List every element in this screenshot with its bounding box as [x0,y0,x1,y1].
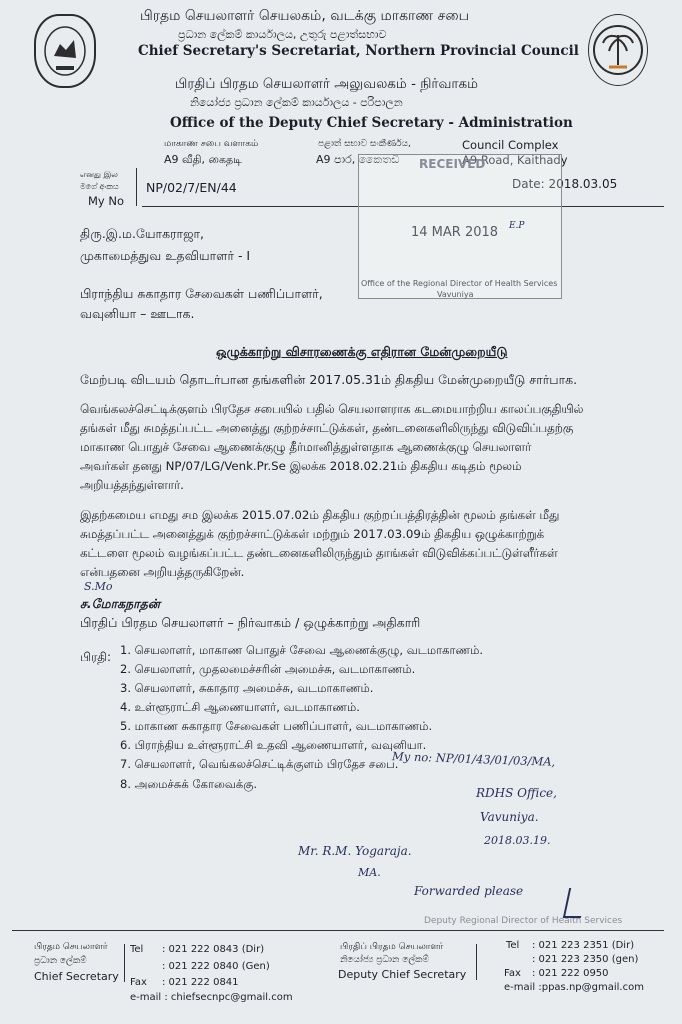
footer-divider [12,930,664,931]
lion-emblem-icon [36,16,94,86]
header-english-title: Chief Secretary's Secretariat, Northern Provincial Council [138,43,579,59]
body-paragraph-3-line-4: என்பதனை அறியத்தருகிறேன். [80,565,245,579]
footer-left-tamil: பிரதம செயலாளர் [34,942,108,952]
subject-line: ஒழுக்காற்று விசாரணைக்கு எதிரான மேன்முறையீடு [216,344,508,359]
handwritten-addressee: Mr. R.M. Yogaraja. [298,844,412,858]
copy-item-2: 2. செயலாளர், முதலமைச்சரின் அமைச்சு, வடமாகாணம். [120,662,416,676]
footer-right-tel-2: : 021 223 2350 (gen) [532,954,639,965]
body-paragraph-1: மேற்படி விடயம் தொடர்பான தங்களின் 2017.05.31ம் திகதிய மேன்முறையீடு சார்பாக. [80,372,578,387]
signatory-title: பிரதிப் பிரதம செயலாளர் – நிர்வாகம் / ஒழுக்காற்று அதிகாரி [80,615,421,630]
addressee-role: முகாமைத்துவ உதவியாளர் - I [80,248,251,263]
body-paragraph-3-line-3: கட்டளை மூலம் வழங்கப்பட்ட தண்டனைகளிலிருந்தும் தாங்கள் விடுவிக்கப்பட்டுள்ளீர்கள் [80,546,558,560]
office-tamil-title: பிரதிப் பிரதம செயலாளர் அலுவலகம் - நிர்வாகம் [175,76,478,92]
body-paragraph-2-line-3: மாகாண பொதுச் சேவை ஆணைக்குழு தீர்மானித்துள்ளதாக ஆணைக்குழு செயலாளர் [80,440,532,454]
provincial-council-emblem-icon [588,14,648,86]
address-english-line1: Council Complex [462,138,559,152]
ref-label-tamil: எனது இல [80,170,118,179]
footer-right-tel-label: Tel [506,940,520,951]
stamp-date: 14 MAR 2018 [411,225,499,240]
address-tamil-line2: A9 வீதி, கைதடி [164,153,242,166]
handwritten-ref-number: My no: NP/01/43/01/03/MA, [391,749,556,769]
palm-tree-icon [589,15,647,85]
handwritten-forwarded: Forwarded please [414,884,524,898]
footer-left-sinhala: ප්‍රධාන ලේකම් [34,956,87,966]
address-sinhala-line2: A9 පාර, කෛතඩි [316,153,400,166]
footer-mid-english: Deputy Chief Secretary [338,968,467,981]
body-paragraph-2-line-2: தங்கள் மீது சுமத்தப்பட்ட அனைத்து குற்றச்சாட்டுக்கள், தண்டனைகளிலிருந்து விடுவிப்பதற்கு [80,421,574,435]
header-tamil-title: பிரதம செயலாளர் செயலகம், வடக்கு மாகாண சபை [140,8,470,24]
body-paragraph-2-line-5: அறியத்தந்துள்ளார். [80,478,184,492]
footer-right-email: e-mail :ppas.np@gmail.com [504,982,644,993]
ref-label-english: My No [88,194,125,208]
footer-left-english: Chief Secretary [34,970,119,983]
footer-left-tel-2: : 021 222 0840 (Gen) [162,961,270,972]
address-english-line2: A9 Road, Kaithady [462,153,568,167]
copies-label: பிரதி: [80,650,112,664]
footer-left-fax: : 021 222 0841 [162,977,239,988]
footer-mid-sinhala: නියෝජ්‍ය ප්‍රධාන ලේකම් [340,955,429,965]
footer-left-fax-label: Fax [130,977,147,988]
address-sinhala-line1: පළාත් සභාව සංකීර්ණය, [318,139,411,149]
sri-lanka-emblem-icon [34,14,96,88]
copy-item-4: 4. உள்ளூராட்சி ஆணையாளர், வடமாகாணம். [120,700,360,714]
addressee-via-line2: வவுனியா – ஊடாக. [80,306,195,321]
stamp-initials: E.P [509,221,525,231]
office-english-title: Office of the Deputy Chief Secretary - Administration [170,115,573,131]
footer-mid-tamil: பிரதிப் பிரதம செயலாளர் [340,942,444,952]
copy-item-6: 6. பிராந்திய உள்ளூராட்சி உதவி ஆணையாளர், வவுனியா. [120,738,427,752]
handwritten-place: Vavuniya. [480,810,539,824]
copy-item-8: 8. அமைச்சுக் கோவைக்கு. [120,777,258,791]
letter-date: Date: 2018.03.05 [512,177,618,191]
copy-item-5: 5. மாகாண சுகாதார சேவைகள் பணிப்பாளர், வடமாகாணம். [120,719,433,733]
body-paragraph-2-line-1: வெங்கலச்செட்டிக்குளம் பிரதேச சபையில் பதில் செயலாளராக கடமையாற்றிய காலப்பகுதியில் [80,402,584,416]
office-sinhala-title: නියෝජ්‍ය ප්‍රධාන ලේකම් කාර්යාලය - පරිපාලන [190,96,403,109]
signature-mark: S.Mo [84,580,113,593]
footer-left-email: e-mail : chiefsecnpc@gmail.com [130,992,293,1003]
address-tamil-line1: மாகாண சபை வளாகம் [164,139,259,149]
footer-left-tel-1: : 021 222 0843 (Dir) [162,944,265,955]
footer-left-brace [118,944,125,982]
addressee-name: திரு.இ.ம.யோகராஜா, [80,226,204,241]
stamp-place: Vavuniya [437,290,474,299]
handwritten-signature-mark [563,888,587,918]
header-sinhala-title: ප්‍රධාන ලේකම් කාර්යාලය, උතුරු පළාත්සභාව [178,28,387,41]
footer-left-tel-label: Tel [130,944,144,955]
footer-right-fax: : 021 222 0950 [532,968,609,979]
body-paragraph-3-line-2: சுமத்தப்பட்ட அனைத்துக் குற்றச்சாட்டுக்கள் மற்றும் 2017.03.09ம் திகதிய ஒழுக்காற்றுக் [80,527,545,541]
signatory-name: ச.மோகநாதன் [80,596,160,611]
handwritten-date: 2018.03.19. [484,834,551,847]
ref-label-sinhala: මගේ අංකය [80,182,119,191]
body-paragraph-2-line-4: அவர்கள் தனது NP/07/LG/Venk.Pr.Se இலக்க 2018.02.21ம் திகதிய கடிதம் மூலம் [80,459,522,473]
copy-item-3: 3. செயலாளர், சுகாதார அமைச்சு, வடமாகாணம். [120,681,374,695]
body-paragraph-3-line-1: இதற்கமைய எமது சம இலக்க 2015.07.02ம் திகதிய குற்றப்பத்திரத்தின் மூலம் தங்கள் மீது [80,508,560,522]
received-stamp [358,154,562,299]
footer-right-fax-label: Fax [504,968,521,979]
footer-right-tel-1: : 021 223 2351 (Dir) [532,940,635,951]
ref-bracket [130,168,137,206]
handwritten-stamp-under: Deputy Regional Director of Health Services [424,916,623,926]
handwritten-ma: MA. [358,866,381,879]
stamp-office: Office of the Regional Director of Health Services [361,279,558,288]
addressee-via-line1: பிராந்திய சுகாதார சேவைகள் பணிப்பாளர், [80,286,323,301]
ref-number: NP/02/7/EN/44 [146,180,237,195]
copy-item-7: 7. செயலாளர், வெங்கலச்செட்டிக்குளம் பிரதேச சபை. [120,757,399,771]
copy-item-1: 1. செயலாளர், மாகாண பொதுச் சேவை ஆணைக்குழு, வடமாகாணம். [120,643,484,657]
handwritten-office: RDHS Office, [476,786,557,800]
stamp-received: RECEIVED [419,157,486,171]
footer-mid-brace [470,944,477,980]
